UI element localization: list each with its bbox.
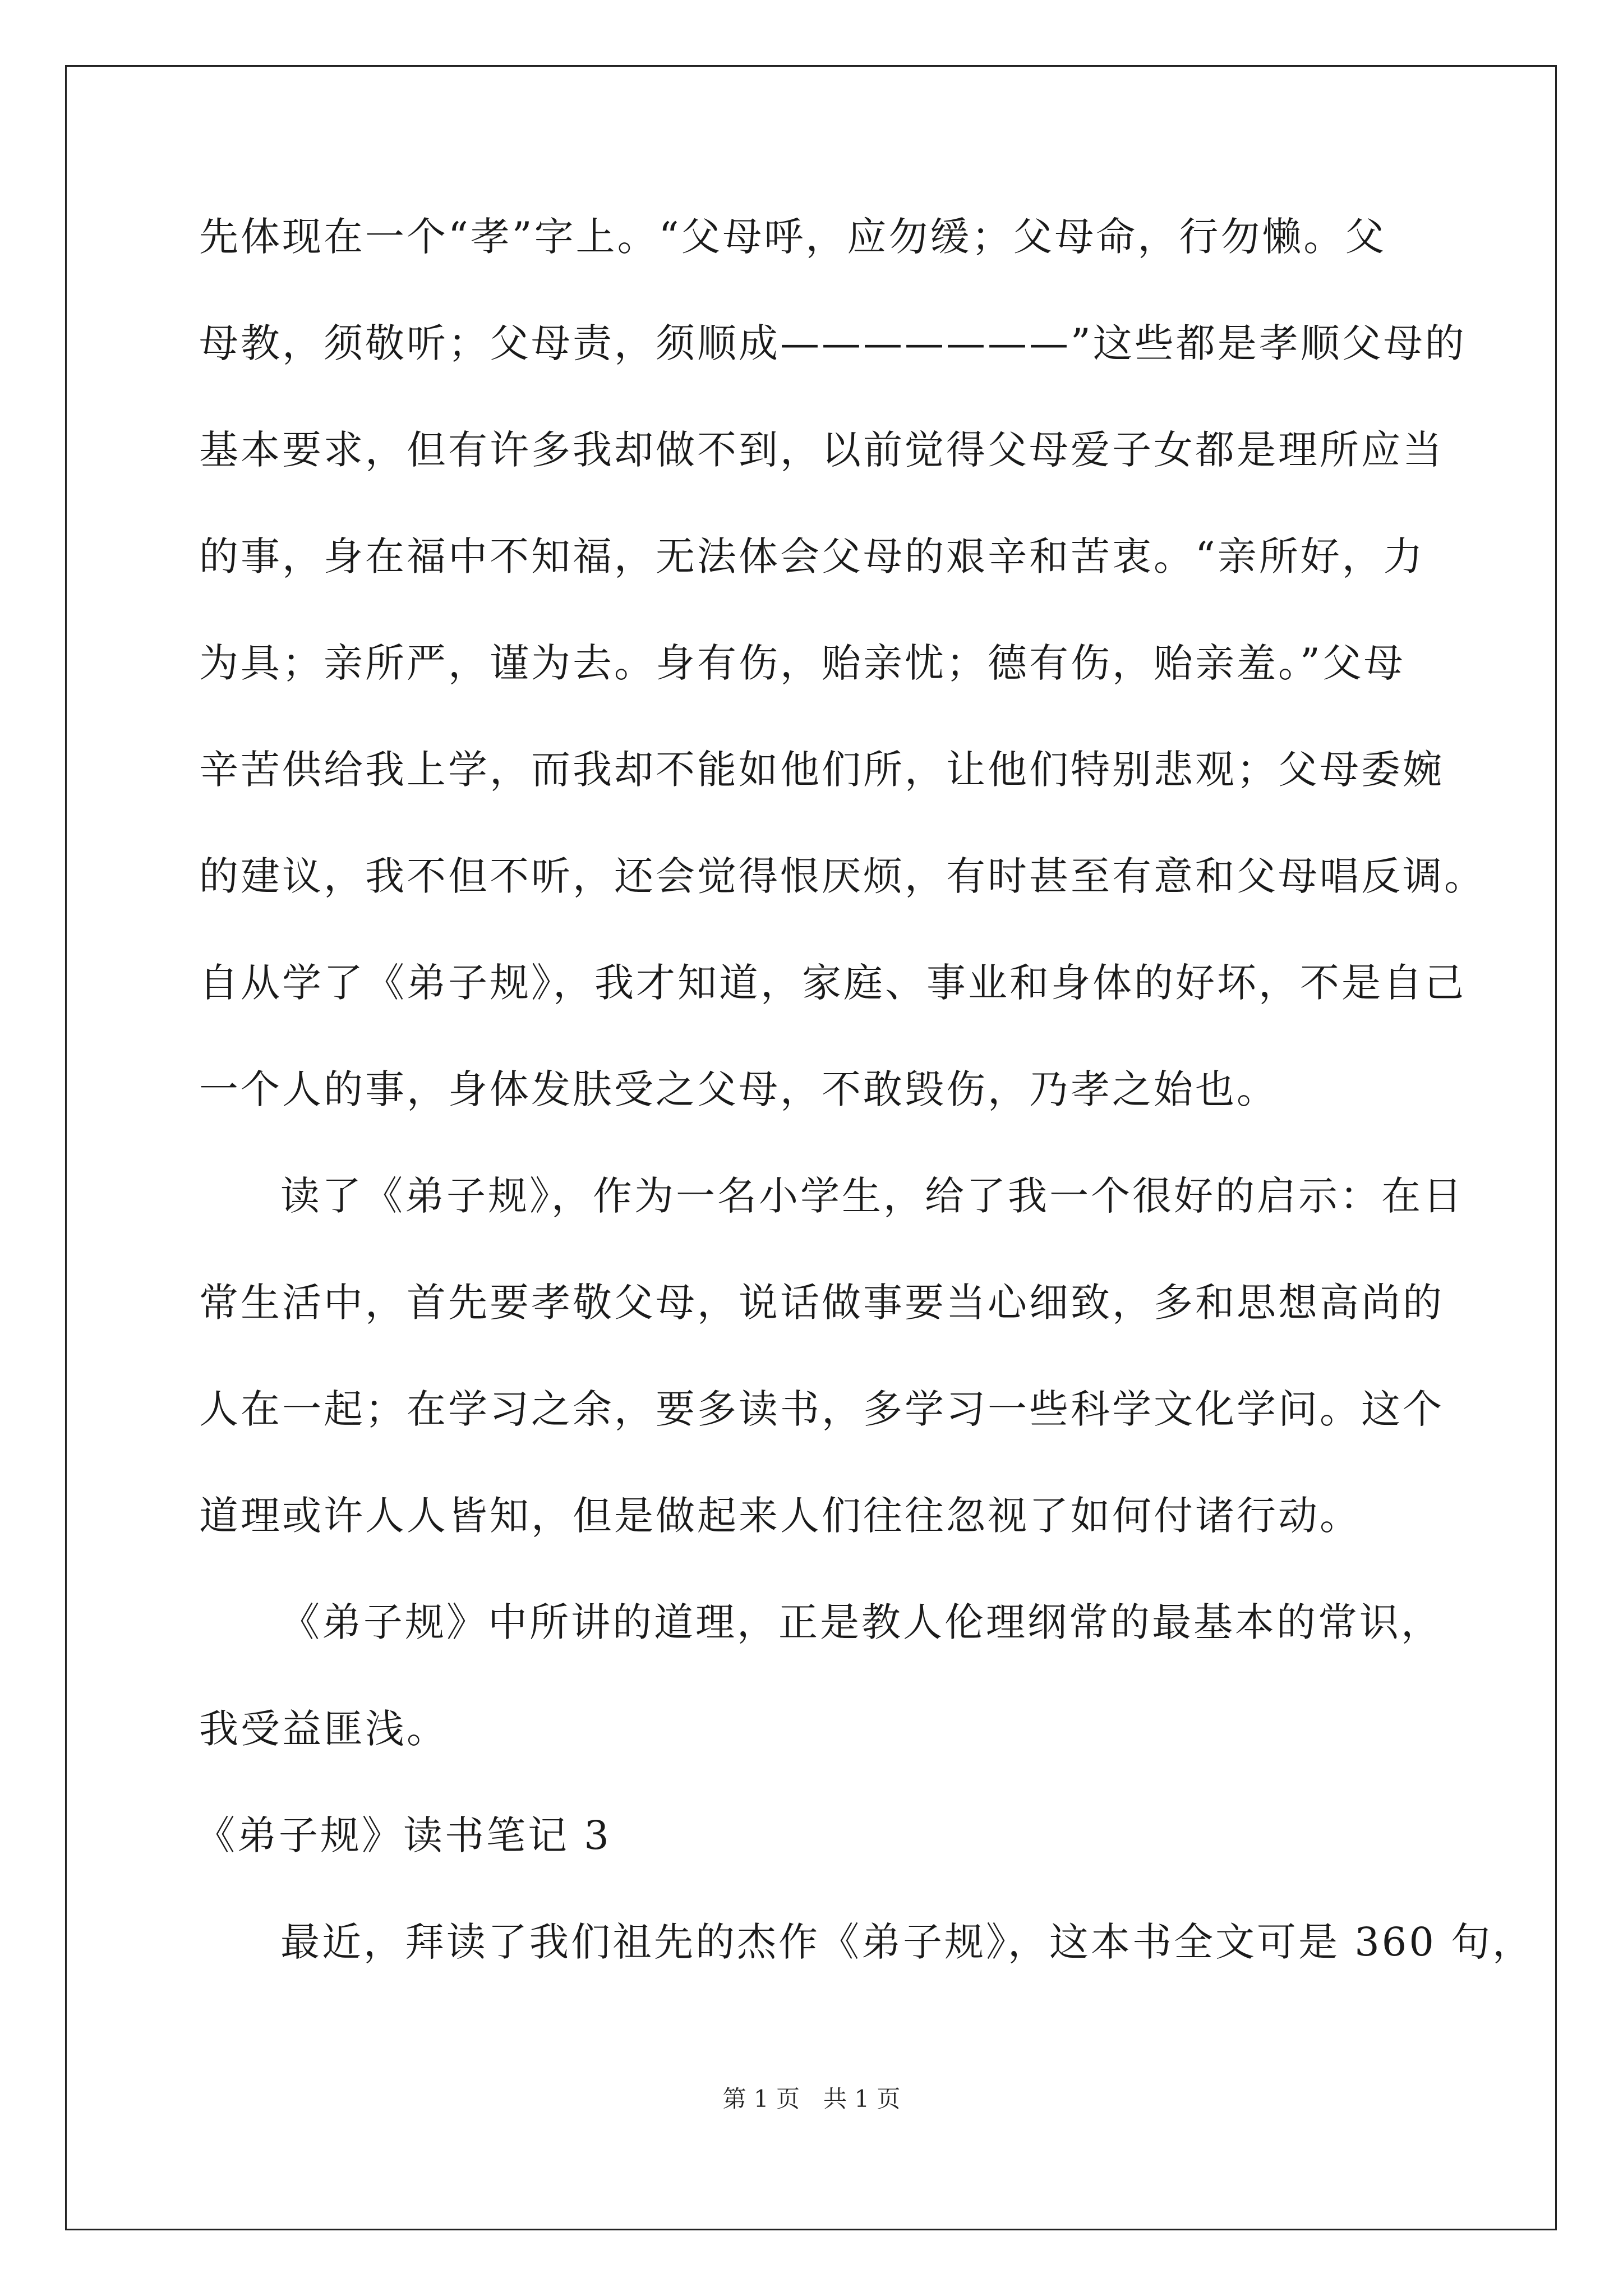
page-footer: 第 1 页 共 1 页 [722, 2085, 901, 2113]
paragraph-1-line-8: 自从学了《弟子规》，我才知道，家庭、事业和身体的好坏，不是自己 [199, 960, 1466, 1006]
paragraph-3-line-1: 《弟子规》中所讲的道理，正是教人伦理纲常的最基本的常识， [280, 1599, 1442, 1645]
paragraph-1-line-3: 基本要求，但有许多我却做不到，以前觉得父母爱子女都是理所应当 [199, 427, 1444, 473]
paragraph-4-line-1: 最近，拜读了我们祖先的杰作《弟子规》，这本书全文可是 360 句， [280, 1919, 1534, 1965]
paragraph-1-line-9: 一个人的事，身体发肤受之父母，不敢毁伤，乃孝之始也。 [199, 1066, 1278, 1112]
page-border [65, 65, 1557, 2230]
paragraph-1-line-5: 为具；亲所严，谨为去。身有伤，贻亲忧；德有伤，贻亲羞。”父母 [199, 640, 1405, 686]
paragraph-2-line-3: 人在一起；在学习之余，要多读书，多学习一些科学文化学问。这个 [199, 1386, 1444, 1432]
paragraph-1-line-2: 母教，须敬听；父母责，须顺成———————”这些都是孝顺父母的 [199, 320, 1467, 366]
paragraph-1-line-7: 的建议，我不但不听，还会觉得恨厌烦，有时甚至有意和父母唱反调。 [199, 853, 1486, 899]
paragraph-2-line-4: 道理或许人人皆知，但是做起来人们往往忽视了如何付诸行动。 [199, 1493, 1361, 1539]
section-heading: 《弟子规》读书笔记 3 [196, 1812, 611, 1858]
paragraph-3-line-2: 我受益匪浅。 [199, 1706, 448, 1752]
paragraph-1-line-4: 的事，身在福中不知福，无法体会父母的艰辛和苦衷。“亲所好，力 [199, 533, 1425, 579]
paragraph-2-line-1: 读了《弟子规》，作为一名小学生，给了我一个很好的启示：在日 [280, 1173, 1464, 1219]
paragraph-2-line-2: 常生活中，首先要孝敬父母，说话做事要当心细致，多和思想高尚的 [199, 1280, 1444, 1326]
paragraph-1-line-1: 先体现在一个“孝”字上。“父母呼，应勿缓；父母命，行勿懒。父 [199, 214, 1387, 260]
paragraph-1-line-6: 辛苦供给我上学，而我却不能如他们所，让他们特别悲观；父母委婉 [199, 747, 1444, 793]
